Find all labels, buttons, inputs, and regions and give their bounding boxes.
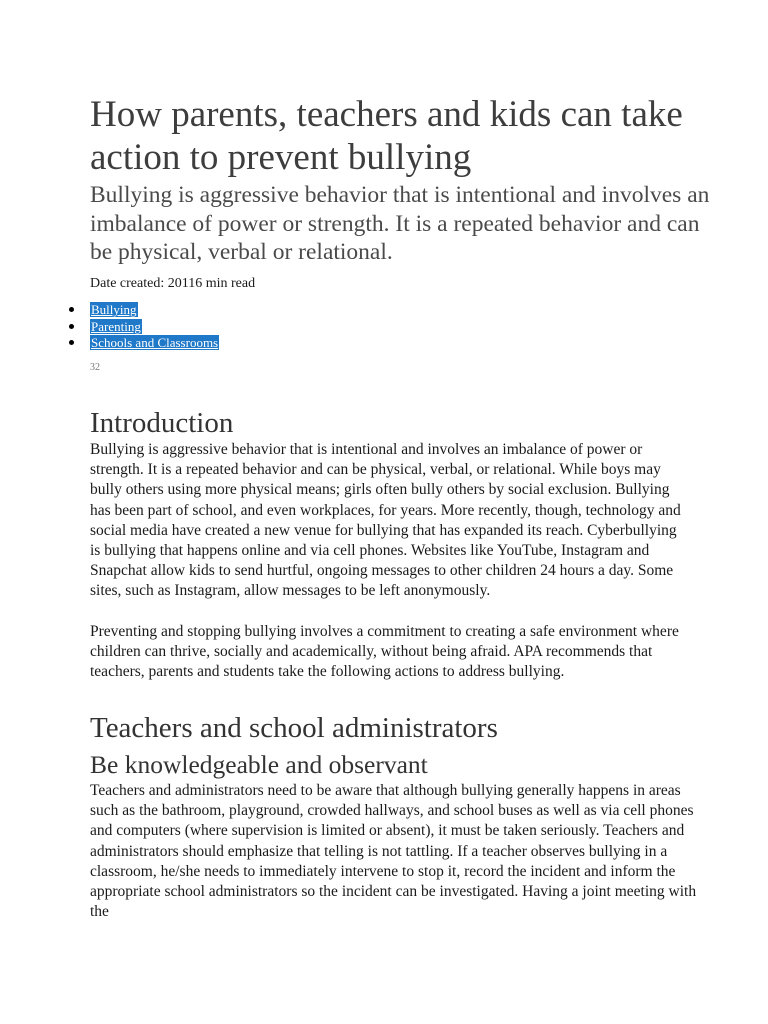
tag-link-parenting[interactable]: Parenting — [91, 318, 141, 334]
tag-list — [90, 302, 219, 352]
article-title: How parents, teachers and kids can take action to prevent bullying — [90, 94, 683, 178]
bullet-icon — [69, 324, 74, 329]
tag-item — [90, 335, 219, 352]
teachers-paragraph-1: Teachers and administrators need to be aware that although bullying generally happens in areas such as the bathroom, playground, crowded hallways, and school buses as well as via cell phones and computers (where supervision is limited or absent), it must be taken seriously. Teachers and administrators should emphasize that telling is not tattling. If a teacher observes bullying in a classroom, he/she needs to immediately intervene to stop it, record the incident and inform the appropriate school administrators so the incident can be investigated. Having a joint meeting with the — [90, 782, 697, 921]
tag-item — [90, 319, 219, 336]
date-line: Date created: 20116 min read — [90, 276, 256, 291]
share-count: 32 — [90, 362, 100, 373]
bullet-icon — [69, 307, 74, 312]
bullet-icon — [69, 340, 74, 345]
tag-item — [90, 302, 219, 319]
knowledgeable-subheading: Be knowledgeable and observant — [90, 750, 428, 779]
article-subtitle: Bullying is aggressive behavior that is intentional and involves an imbalance of power or strength. It is a repeated behavior and can be physical, verbal or relational. — [90, 182, 710, 265]
tag-link-schools-and-classrooms[interactable]: Schools and Classrooms — [91, 335, 219, 350]
introduction-paragraph-1: Bullying is aggressive behavior that is intentional and involves an imbalance of power or strength. It is a repeated behavior and can be physical, verbal, or relational. While boys may bully others using more physical means; girls often bully others by social exclusion. Bullying has been part of school, and even workplaces, for years. More recently, though, technology and social media have created a new venue for bullying that has expanded its reach. Cyberbullying is bullying that happens online and via cell phones. Websites like YouTube, Instagram and Snapchat allow kids to send hurtful, ongoing messages to other children 24 hours a day. Some sites, such as Instagram, allow messages to be left anonymously. — [90, 441, 681, 600]
teachers-heading: Teachers and school administrators — [90, 712, 498, 744]
introduction-paragraph-2: Preventing and stopping bullying involves a commitment to creating a safe environment where children can thrive, socially and academically, without being afraid. APA recommends that teachers, parents and students take the following actions to address bullying. — [90, 623, 679, 681]
introduction-heading: Introduction — [90, 407, 234, 439]
tag-link-bullying[interactable]: Bullying — [91, 302, 137, 317]
